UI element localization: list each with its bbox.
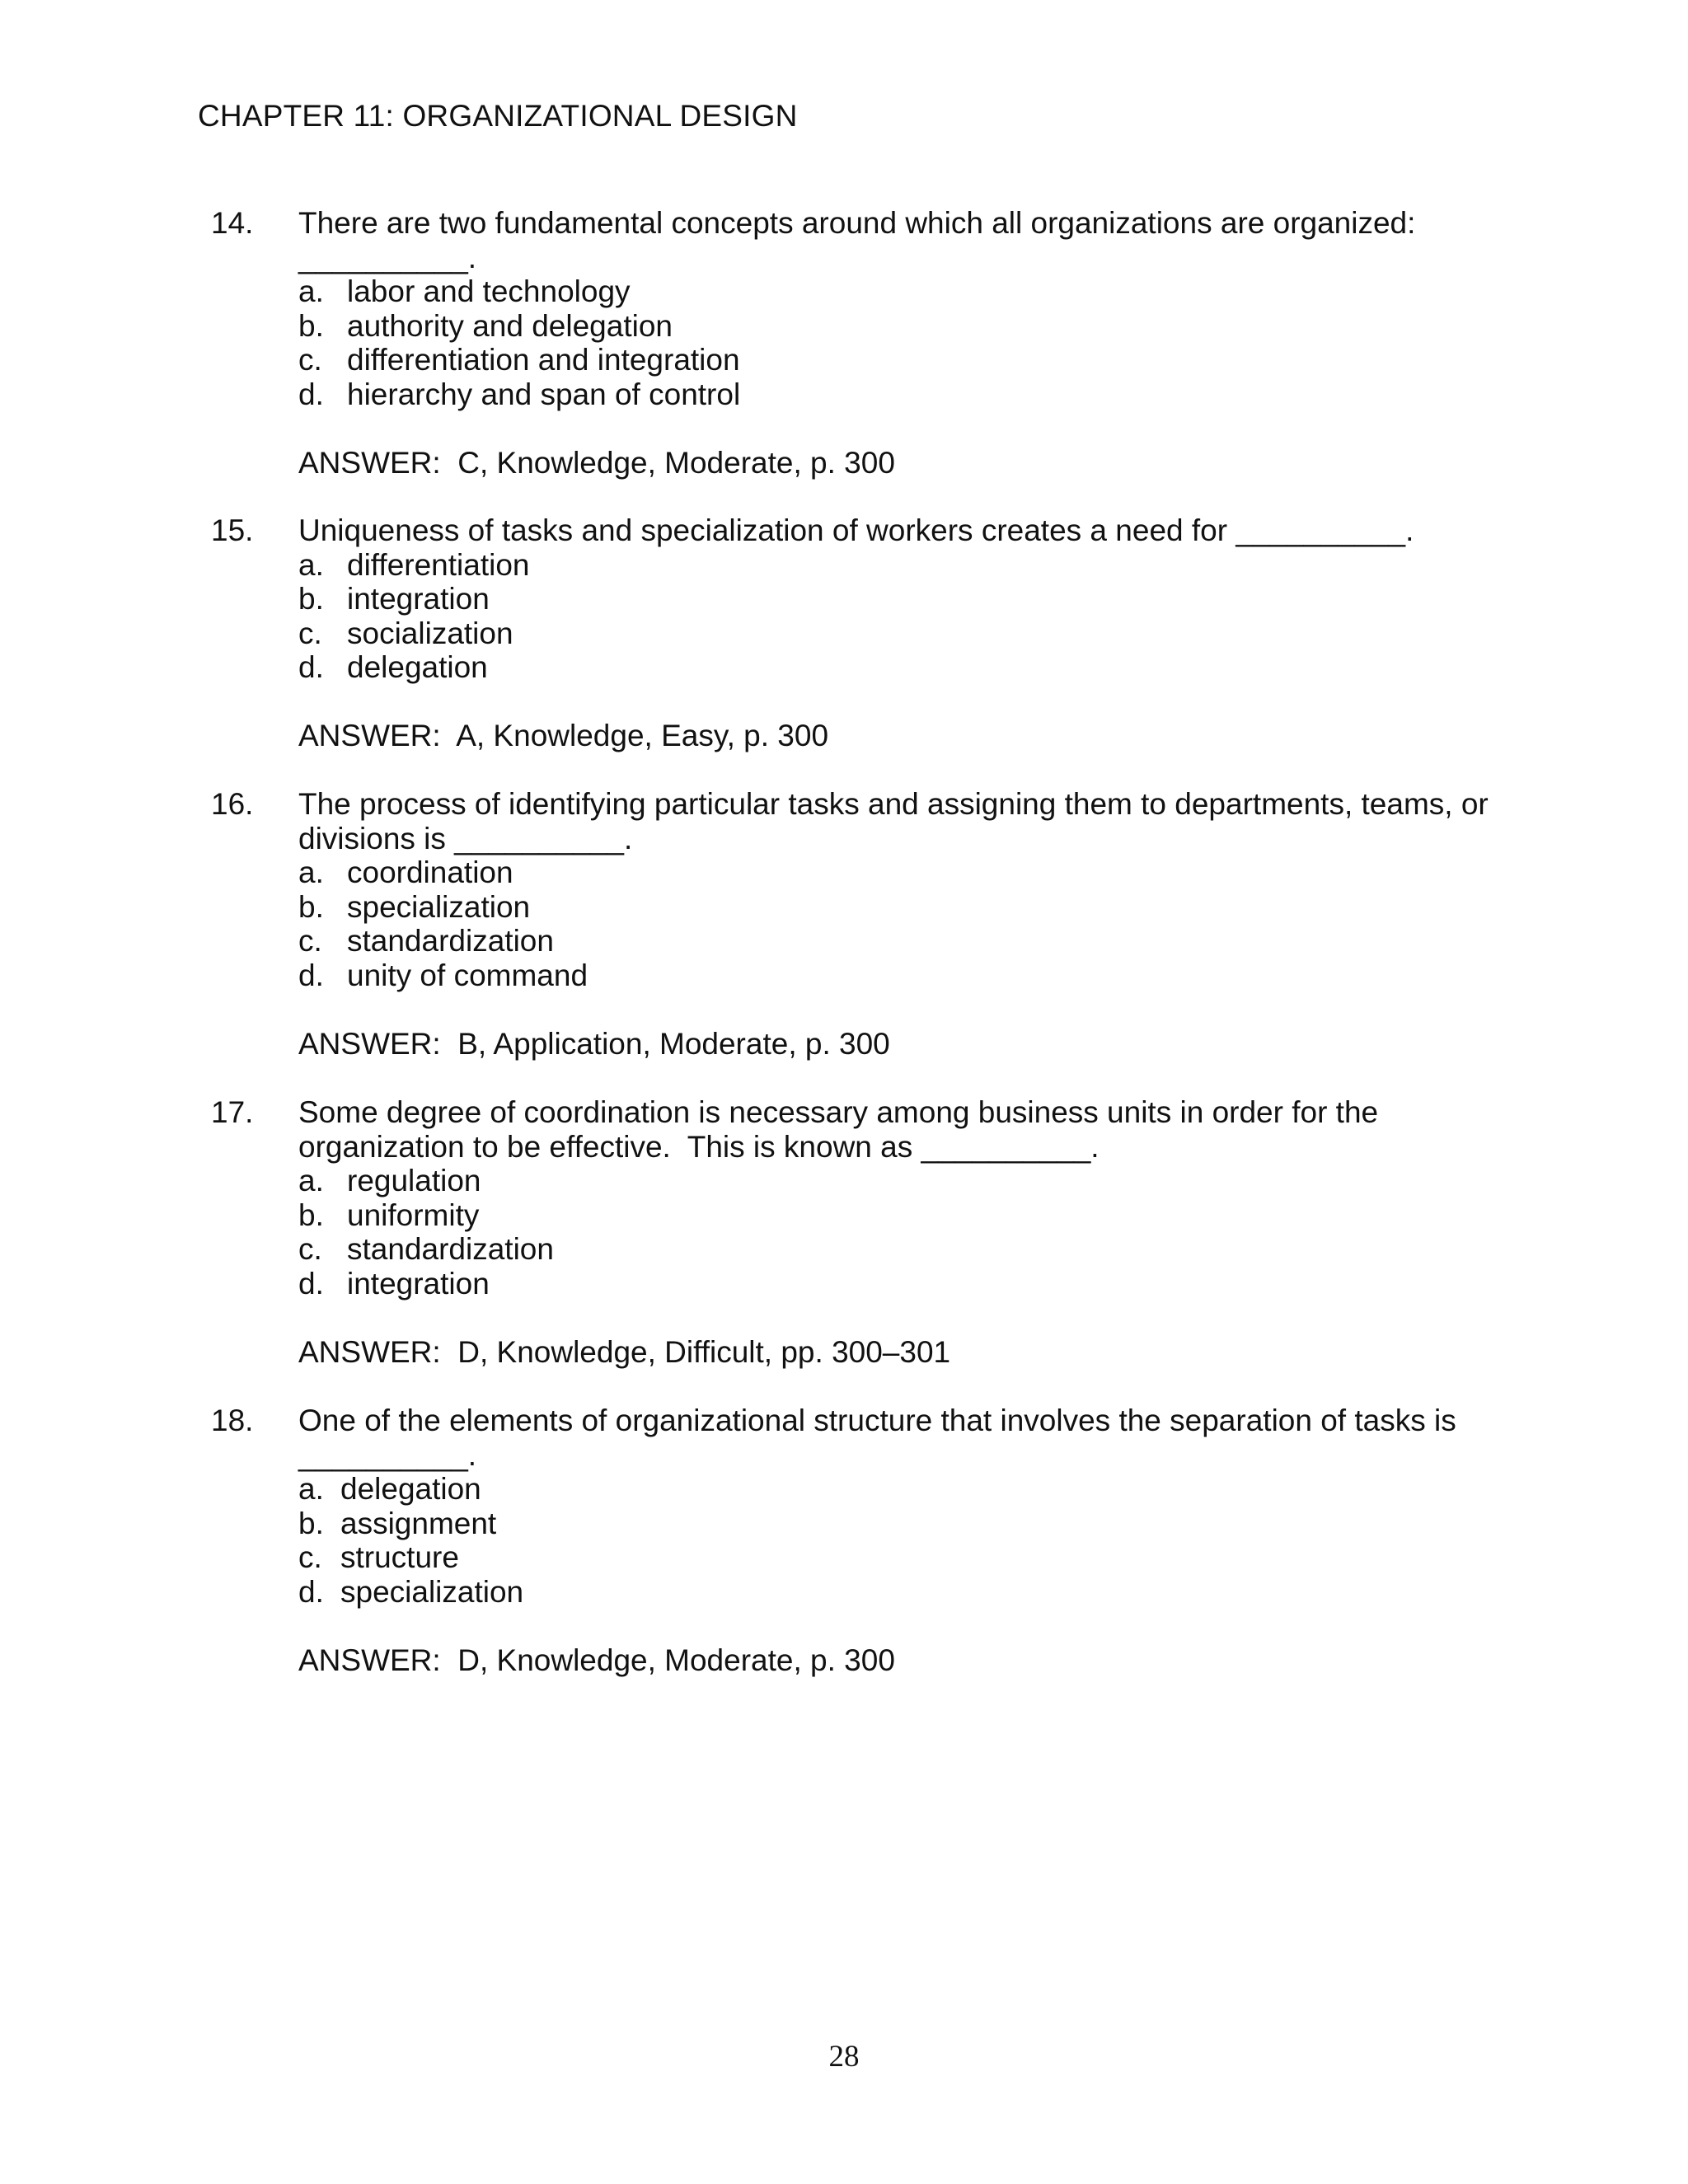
option-text: delegation (347, 650, 488, 684)
option-text: authority and delegation (347, 308, 673, 343)
option-letter: c. (298, 924, 322, 958)
question-text: The process of identifying particular tasks and assigning them to departments, teams, or divisions is __________. (298, 787, 1489, 855)
option-text: hierarchy and span of control (347, 377, 741, 411)
option-c (298, 343, 1518, 377)
answer-line: ANSWER: A, Knowledge, Easy, p. 300 (298, 719, 829, 752)
question-body (298, 513, 1518, 753)
chapter-title: CHAPTER 11: ORGANIZATIONAL DESIGN (198, 99, 798, 133)
question-number: 14. (211, 206, 254, 240)
option-c (298, 1232, 1518, 1267)
option-a (298, 548, 1518, 583)
option-letter: a. (298, 547, 324, 582)
option-letter: c. (298, 343, 322, 377)
option-letter: c. (298, 1540, 322, 1574)
answer-line: ANSWER: D, Knowledge, Difficult, pp. 300–301 (298, 1334, 951, 1369)
option-letter: d. (298, 1574, 324, 1609)
option-a (298, 1164, 1518, 1198)
option-letter: b. (298, 1197, 324, 1232)
option-a (298, 1472, 1518, 1507)
option-b (298, 1198, 1518, 1233)
option-c (298, 616, 1518, 651)
option-text: standardization (347, 924, 554, 958)
option-text: standardization (347, 1232, 554, 1266)
option-letter: d. (298, 650, 324, 684)
option-text: regulation (347, 1164, 481, 1197)
question-number: 16. (211, 787, 254, 821)
question-number: 15. (211, 513, 254, 547)
option-text: labor and technology (347, 274, 631, 308)
option-letter: a. (298, 1164, 324, 1197)
option-text: differentiation (347, 547, 530, 582)
option-text: socialization (347, 616, 513, 650)
option-text: assignment (340, 1506, 497, 1540)
option-text: unity of command (347, 958, 588, 992)
answer-line: ANSWER: D, Knowledge, Moderate, p. 300 (298, 1643, 895, 1677)
option-d (298, 650, 1518, 685)
option-list (298, 548, 1518, 685)
question-text: There are two fundamental concepts around which all organizations are organized: __________. (298, 206, 1416, 274)
option-c (298, 924, 1518, 958)
option-letter: a. (298, 274, 324, 308)
option-letter: d. (298, 377, 324, 411)
option-d (298, 1267, 1518, 1301)
option-letter: d. (298, 1266, 324, 1301)
option-letter: c. (298, 616, 322, 650)
option-list (298, 855, 1518, 992)
option-letter: b. (298, 308, 324, 343)
option-text: integration (347, 582, 490, 616)
option-text: specialization (340, 1574, 524, 1609)
option-list (298, 274, 1518, 411)
option-letter: a. (298, 855, 324, 889)
option-c (298, 1540, 1518, 1575)
option-letter: b. (298, 582, 324, 616)
question-body (298, 1095, 1518, 1369)
question-text: Some degree of coordination is necessary among business units in order for the organization to be effective. This is known as __________. (298, 1095, 1379, 1164)
option-letter: d. (298, 958, 324, 992)
option-b (298, 890, 1518, 925)
option-text: coordination (347, 855, 513, 889)
option-list (298, 1164, 1518, 1301)
option-b (298, 582, 1518, 616)
option-b (298, 309, 1518, 344)
option-d (298, 958, 1518, 993)
option-list (298, 1472, 1518, 1609)
question-number: 18. (211, 1404, 254, 1437)
option-text: uniformity (347, 1197, 480, 1232)
option-text: delegation (340, 1472, 481, 1506)
option-letter: b. (298, 1506, 324, 1540)
option-a (298, 855, 1518, 890)
option-d (298, 1575, 1518, 1610)
option-a (298, 274, 1518, 309)
question-text: Uniqueness of tasks and specialization of workers creates a need for __________. (298, 513, 1414, 547)
answer-line: ANSWER: C, Knowledge, Moderate, p. 300 (298, 445, 895, 480)
option-text: integration (347, 1266, 490, 1301)
question-text: One of the elements of organizational structure that involves the separation of tasks is __________. (298, 1404, 1456, 1472)
option-letter: a. (298, 1472, 324, 1506)
question-body (298, 1404, 1518, 1677)
option-letter: b. (298, 889, 324, 924)
option-text: specialization (347, 889, 531, 924)
question-number: 17. (211, 1095, 254, 1129)
option-text: structure (340, 1540, 459, 1574)
question-body (298, 787, 1518, 1061)
answer-line: ANSWER: B, Application, Moderate, p. 300 (298, 1026, 890, 1061)
option-b (298, 1507, 1518, 1541)
option-d (298, 377, 1518, 412)
option-letter: c. (298, 1232, 322, 1266)
option-text: differentiation and integration (347, 343, 740, 377)
page-number: 28 (828, 2040, 860, 2074)
question-body (298, 206, 1518, 480)
